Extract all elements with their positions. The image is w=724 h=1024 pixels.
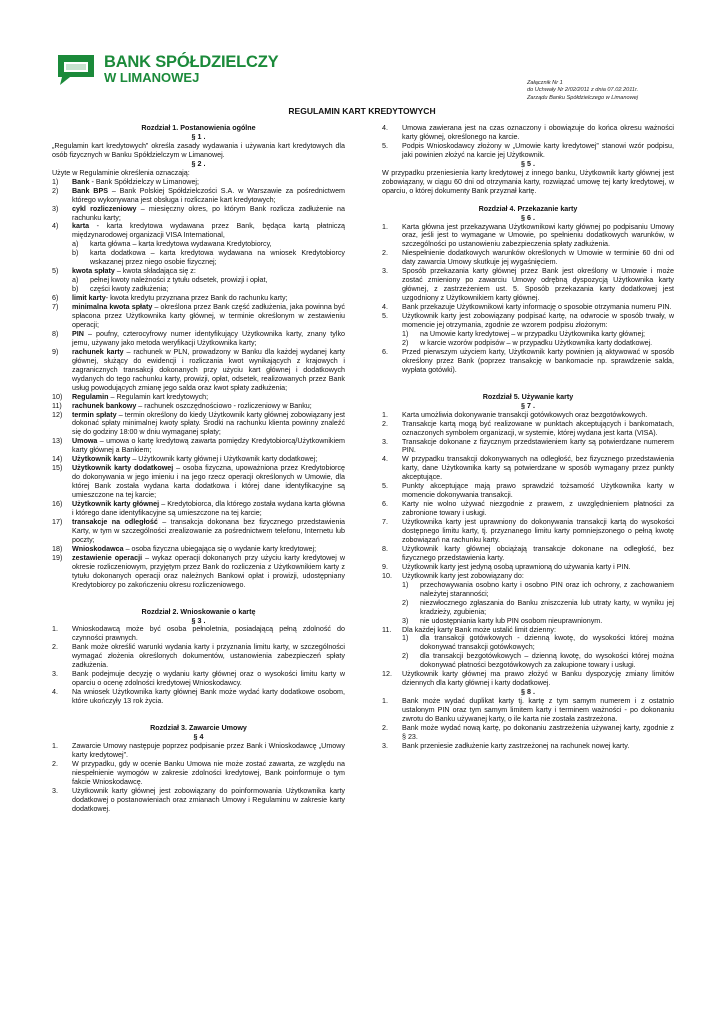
list-subitem: 2) dla transakcji bezgotówkowych – dzienną kwotę, do wysokości której można dokonywać płatności bezgotówkowych za zakupione towary i usługi. <box>402 652 674 670</box>
list-item: 7. Użytkownika karty jest uprawniony do dokonywania transakcji kartą do wysokości dostępnego limitu karty, tj. przyznanego limitu karty pomniejszonego o pełną kwotę zobowiązań na rachunku karty. <box>382 518 674 544</box>
list-item: 1. Wnioskodawcą może być osoba pełnoletnia, posiadającą pełną zdolność do czynności prawnych. <box>52 625 345 643</box>
list-item: 2. Niespełnienie dodatkowych warunków określonych w Umowie w terminie 60 dni od daty zawarcia Umowy skutkuje jej wygaśnięciem. <box>382 249 674 267</box>
list-item: 3. Sposób przekazania karty głównej przez Bank jest określony w Umowie i może zostać zmieniony po zawarciu Umowy odrębną dyspozycją Użytkownika karty głównej, z zastrzeżeniem ust. 5. Sposób przekazania karty dodatkowej jest uzgodniony z Użytkownikiem karty głównej. <box>382 267 674 303</box>
list-item: 2. Transakcje kartą mogą być realizowane w punktach akceptujących i bankomatach, oznaczonych symbolem organizacji, w systemie, której wydana jest karta (VISA). <box>382 419 674 437</box>
speech-bubble-logo-icon <box>52 52 98 88</box>
list-subitem: 1) dla transakcji gotówkowych - dzienną kwotę, do wysokości której można dokonywać transakcji gotówkowych; <box>402 634 674 652</box>
paragraph-label: § 2 . <box>191 159 206 168</box>
list-item: 3. Transakcje dokonane z fizycznym przedstawieniem karty są potwierdzane numerem PIN. <box>382 437 674 455</box>
definition-item: 2) Bank BPS – Bank Polskiej Spółdzielczości S.A. w Warszawie za pośrednictwem którego wykonywana jest obsługa i rozliczanie kart kredytowych; <box>52 186 345 204</box>
paragraph-text: W przypadku przeniesienia karty kredytowej z innego banku, Użytkownik karty głównej jest zobowiązany, w ciągu 60 dni od otrzymania karty, rozwiązać umowę tej karty kredytowej, w oparciu, o której dokumenty Bank przyznał kartę. <box>382 168 674 195</box>
paragraph-label: § 5 . <box>521 159 535 168</box>
list-item: 1. Bank może wydać duplikat karty tj. kartę z tym samym numerem i z ostatnio ustalonym PIN oraz tym samym limitem karty i terminem ważności - po dokonaniu zwrotu do Banku używanej karty, o ile karta nie została zastrzeżona. <box>382 697 674 724</box>
paragraph-label: § 4 <box>193 733 204 741</box>
list-subitem: 1) na Umowie karty kredytowej – w przypadku Użytkownika karty głównej; <box>402 329 646 338</box>
definition-item: 1) Bank - Bank Spółdzielczy w Limanowej; <box>52 177 200 186</box>
right-column <box>382 124 674 751</box>
list-item: 1. Zawarcie Umowy następuje poprzez podpisanie przez Bank i Wnioskodawcę „Umowy karty kredytowej”. <box>52 741 345 759</box>
chapter-heading: Rozdział 2. Wnioskowanie o kartę <box>141 607 256 616</box>
list-subitem: 1) przechowywania osobno karty i osobno PIN oraz ich ochrony, z zachowaniem należytej staranności; <box>402 580 674 598</box>
document-title: REGULAMIN KART KREDYTOWYCH <box>288 106 436 116</box>
definition-item: 14) Użytkownik karty – Użytkownik karty głównej i Użytkownik karty dodatkowej; <box>52 455 318 464</box>
paragraph-label: § 6 . <box>521 213 535 222</box>
list-item: 6. Karty nie wolno używać niezgodnie z prawem, z uwzględnieniem płatności za zabronione towary i usługi. <box>382 500 674 518</box>
definition-item: 19) zestawienie operacji – wykaz operacji dokonanych przy użyciu karty kredytowej w okresie rozliczeniowym, przyjętym przez Bank do rozliczenia z Użytkownikiem karty z tytułu dokonanych operacji oraz należnych Bankowi opłat i prowizji, udostępniany Kredytobiorcy po zakończeniu okresu rozliczeniowego. <box>52 553 345 589</box>
list-item: 4. Umowa zawierana jest na czas oznaczony i obowiązuje do końca okresu ważności karty głównej, określonego na karcie. <box>382 124 674 141</box>
chapter-heading: Rozdział 4. Przekazanie karty <box>478 204 578 213</box>
attachment-note: Załącznik Nr 1 do Uchwały Nr 2/02/2011 z dnia 07.02.2011r. Zarządu Banku Spółdzielczego w Limanowej <box>527 80 639 101</box>
list-item: 1. Karta główna jest przekazywana Użytkownikowi karty głównej po podpisaniu Umowy oraz, jeśli jest to wymagane w Umowie, po spełnieniu dodatkowych warunków, w szczególności po ustanowieniu zabezpieczenia spłaty zadłużenia. <box>382 222 674 249</box>
definition-item: 10) Regulamin – Regulamin kart kredytowych; <box>52 392 209 401</box>
list-item: 12. Użytkownik karty głównej ma prawo złożyć w Banku dyspozycję zmiany limitów dziennych dla karty głównej i karty dodatkowej. <box>382 670 674 688</box>
definition-subitem: b) części kwoty zadłużenia; <box>72 285 169 294</box>
chapter-heading: Rozdział 3. Zawarcie Umowy <box>150 724 247 733</box>
paragraph-label: § 1 . <box>191 132 206 141</box>
list-item: 1. Karta umożliwia dokonywanie transakcji gotówkowych oraz bezgotówkowych. <box>382 410 648 419</box>
list-item: 4. Bank przekazuje Użytkownikowi karty informację o sposobie otrzymania numeru PIN. <box>382 303 672 312</box>
brand-location: W LIMANOWEJ <box>104 70 200 85</box>
definition-subitem: a) pełnej kwoty należności z tytułu odsetek, prowizji i opłat, <box>72 276 268 285</box>
bank-logo <box>52 52 278 88</box>
definition-subitem: a) karta główna – karta kredytowa wydawana Kredytobiorcy, <box>72 240 272 249</box>
list-item: 8. Użytkownik karty głównej obciążają transakcje dokonane na odległość, bez fizycznego przedstawienia karty. <box>382 544 674 562</box>
definition-item: 17) transakcje na odległość – transakcja dokonana bez fizycznego przedstawienia Karty, w tym w szczególności zrealizowanie za pośrednictwem telefonu, Internetu lub poczty; <box>52 517 346 544</box>
list-item: 5. Punkty akceptujące mają prawo sprawdzić tożsamość Użytkownika karty w momencie dokonywania transakcji. <box>382 482 674 500</box>
list-item: 5. Podpis Wnioskodawcy złożony w „Umowie karty kredytowej” stanowi wzór podpisu, jaki powinien złożyć na karcie jej Użytkownik. <box>382 141 674 159</box>
brand-name: BANK SPÓŁDZIELCZY <box>104 53 279 71</box>
list-item: 4. Na wniosek Użytkownika karty głównej Bank może wydać karty dodatkowe osobom, które ukończyły 13 rok życia. <box>52 688 345 706</box>
definition-item: 18) Wnioskodawca – osoba fizyczna ubiegająca się o wydanie karty kredytowej; <box>52 544 317 553</box>
definition-item: 9) rachunek karty – rachunek w PLN, prowadzony w Banku dla każdej wydanej karty głównej, służący do ewidencji i rozliczania kwot wynikających z krajowych i zagranicznych transakcji dokonanych przy użyciu kart głównej i dodatkowych wydanych do tego rachunku karty, prowizji, opłat, odsetek, realizowanych przez Bank usług powodujących zmianę jego salda oraz kwot spłaty zadłużenia; <box>52 347 346 392</box>
definition-item: 4) karta - karta kredytowa wydawana przez Bank, będąca kartą płatniczą międzynarodowej organizacji VISA International, <box>52 222 345 240</box>
list-item: 10. Użytkownik karty jest zobowiązany do: <box>382 571 524 580</box>
definition-item: 3) cykl rozliczeniowy – miesięczny okres, po którym Bank rozlicza zadłużenie na rachunku karty; <box>52 204 346 222</box>
paragraph-label: § 7 . <box>521 401 535 410</box>
list-item: 9. Użytkownik karty jest jedyną osobą uprawnioną do używania karty i PIN. <box>382 562 631 571</box>
list-item: 3. Bank przeniesie zadłużenie karty zastrzeżonej na rachunek nowej karty. <box>382 741 630 750</box>
list-item: 2. Bank może określić warunki wydania karty i przyznania limitu karty, w szczególności wymagać złożenia określonych dokumentów, ustanowienia zabezpieczeń spłaty zadłużenia. <box>52 643 345 670</box>
list-item: 3. Użytkownik karty głównej jest zobowiązany do poinformowania Użytkownika karty dodatkowej o postanowieniach oraz zmianach Umowy i Regulaminu w zakresie karty dodatkowej. <box>52 786 345 813</box>
paragraph-text: Użyte w Regulaminie określenia oznaczają: <box>52 168 190 177</box>
chapter-heading: Rozdział 5. Używanie karty <box>482 392 574 401</box>
left-column <box>52 124 345 814</box>
definition-item: 13) Umowa – umowa o kartę kredytową zawarta pomiędzy Kredytobiorcą/Użytkownikiem karty głównej a Bankiem; <box>52 437 345 455</box>
list-item: 6. Przed pierwszym użyciem karty, Użytkownik karty powinien ją aktywować w sposób określony przez Bank (poprzez transakcję w bankomacie np. sprawdzenie salda, wypłata gotówki). <box>382 347 674 374</box>
definition-item: 15) Użytkownik karty dodatkowej – osoba fizyczna, upoważniona przez Kredytobiorcę do dokonywania w jego imieniu i na jego rzecz operacji określonych w Umowie, dla której Bank została wydana karta dodatkowa i której dane identyfikacyjne są umieszczone na tej karcie; <box>52 464 345 500</box>
definition-item: 16) Użytkownik karty głównej – Kredytobiorca, dla którego została wydana karta główna i którego dane identyfikacyjne są umieszczone na tej karcie; <box>52 500 345 517</box>
list-item: 2. Bank może wydać nową kartę, po dokonaniu zastrzeżenia używanej karty, zgodnie z § 23. <box>382 724 674 741</box>
definition-item: 11) rachunek bankowy – rachunek oszczędnościowo - rozliczeniowy w Banku; <box>52 401 312 410</box>
list-item: 5. Użytkownik karty jest zobowiązany podpisać kartę, na odwrocie w sposób trwały, w momencie jej otrzymania, zgodnie ze wzorem podpisu złożonym: <box>382 312 674 330</box>
definition-item: 5) kwota spłaty – kwota składająca się z: <box>52 267 196 276</box>
paragraph-label: § 3 . <box>191 616 206 625</box>
definition-item: 8) PIN – poufny, czterocyfrowy numer identyfikujący Użytkownika karty, znany tylko jemu, używany jako metoda weryfikacji Użytkownika karty; <box>52 329 345 347</box>
list-item: 2. W przypadku, gdy w ocenie Banku Umowa nie może zostać zawarta, ze względu na niespełnienie wymogów w zakresie zdolności kredytowej, Bank poinformuje o tym fakcie Wnioskodawcę. <box>52 759 345 786</box>
chapter-heading: Rozdział 1. Postanowienia ogólne <box>141 124 256 132</box>
list-subitem: 3) nie udostępniania karty lub PIN osobom nieuprawnionym. <box>402 616 603 625</box>
list-subitem: 2) w karcie wzorów podpisów – w przypadku Użytkownika karty dodatkowej. <box>402 338 653 347</box>
definition-item: 12) termin spłaty – termin określony do kiedy Użytkownik karty głównej zobowiązany jest dokonać spłaty minimalnej kwoty spłaty. Środki na rachunku klienta powinny znaleźć się do godziny 18:00 w dniu wymaganej spłaty; <box>52 410 345 437</box>
definition-item: 7) minimalna kwota spłaty – określona przez Bank część zadłużenia, jaka powinna być spłacona przez Użytkownika karty głównej, w terminie określonym w zestawieniu operacji; <box>52 303 345 329</box>
list-item: 4. W przypadku transakcji dokonywanych na odległość, bez fizycznego przedstawienia karty, dane Użytkownika karty są potwierdzane w sposób wymagany przez punkty akceptujące. <box>382 455 674 482</box>
list-item: 11. Dla każdej karty Bank może ustalić limit dzienny: <box>382 625 556 634</box>
definition-item: 6) limit karty- kwota kredytu przyznana przez Bank do rachunku karty; <box>52 294 288 303</box>
definition-subitem: b) karta dodatkowa – karta kredytowa wydawana na wniosek Kredytobiorcy wskazanej przez niego osobie fizycznej; <box>72 249 345 267</box>
list-item: 3. Bank podejmuje decyzję o wydaniu karty głównej oraz o wysokości limitu karty w oparciu o ocenę zdolności kredytowej Wnioskodawcy. <box>52 670 345 688</box>
paragraph-text: „Regulamin kart kredytowych” określa zasady wydawania i używania kart kredytowych dla osób fizycznych w Banku Spółdzielczym w Limanowej. <box>52 141 345 159</box>
list-subitem: 2) niezwłocznego zgłaszania do Banku zniszczenia lub utraty karty, w wyniku jej kradzieży, zgubienia; <box>402 598 674 616</box>
paragraph-label: § 8 . <box>521 688 535 697</box>
